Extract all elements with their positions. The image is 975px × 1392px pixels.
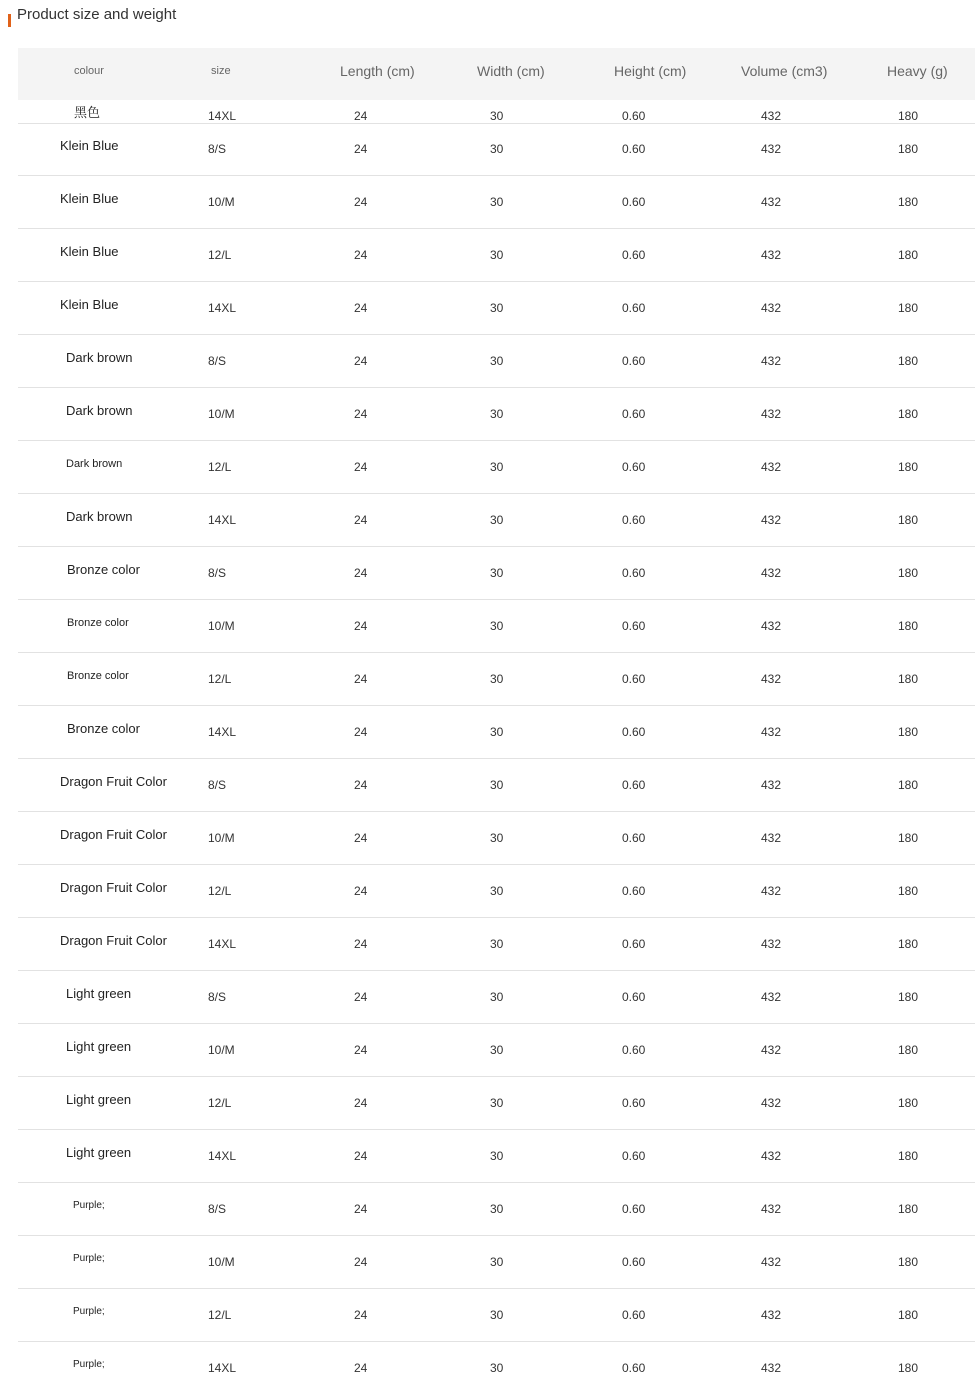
table-row bbox=[18, 918, 975, 971]
table-row bbox=[18, 1236, 975, 1289]
header-size: size bbox=[211, 65, 231, 77]
table-row bbox=[18, 1024, 975, 1077]
cell-colour: Bronze color bbox=[67, 670, 129, 682]
table-row-partial bbox=[18, 100, 975, 124]
cell-volume: 432 bbox=[761, 354, 782, 368]
cell-height: 0.60 bbox=[622, 1308, 646, 1322]
cell-weight: 180 bbox=[898, 1149, 919, 1163]
cell-size: 14XL bbox=[208, 109, 237, 123]
cell-size: 14XL bbox=[208, 301, 237, 315]
cell-weight: 180 bbox=[898, 619, 919, 633]
cell-weight: 180 bbox=[898, 725, 919, 739]
cell-width: 30 bbox=[490, 513, 504, 527]
cell-colour: Bronze color bbox=[67, 617, 129, 629]
cell-weight: 180 bbox=[898, 1308, 919, 1322]
cell-height: 0.60 bbox=[622, 142, 646, 156]
cell-height: 0.60 bbox=[622, 109, 646, 123]
table-row bbox=[18, 176, 975, 229]
cell-size: 12/L bbox=[208, 672, 232, 686]
cell-height: 0.60 bbox=[622, 407, 646, 421]
cell-volume: 432 bbox=[761, 301, 782, 315]
cell-length: 24 bbox=[354, 1255, 368, 1269]
cell-weight: 180 bbox=[898, 354, 919, 368]
cell-volume: 432 bbox=[761, 1255, 782, 1269]
cell-weight: 180 bbox=[898, 884, 919, 898]
cell-width: 30 bbox=[490, 407, 504, 421]
table-row bbox=[18, 1183, 975, 1236]
table-row bbox=[18, 282, 975, 335]
cell-size: 14XL bbox=[208, 1149, 237, 1163]
cell-colour: Purple; bbox=[73, 1359, 105, 1370]
cell-colour: Dark brown bbox=[66, 458, 123, 470]
cell-size: 12/L bbox=[208, 460, 232, 474]
cell-width: 30 bbox=[490, 990, 504, 1004]
cell-volume: 432 bbox=[761, 1149, 782, 1163]
cell-length: 24 bbox=[354, 1149, 368, 1163]
cell-height: 0.60 bbox=[622, 778, 646, 792]
cell-height: 0.60 bbox=[622, 831, 646, 845]
table-header-row bbox=[18, 48, 975, 100]
cell-height: 0.60 bbox=[622, 460, 646, 474]
cell-weight: 180 bbox=[898, 301, 919, 315]
cell-height: 0.60 bbox=[622, 1096, 646, 1110]
cell-height: 0.60 bbox=[622, 1361, 646, 1375]
header-weight: Heavy (g) bbox=[887, 63, 948, 79]
cell-width: 30 bbox=[490, 1361, 504, 1375]
cell-weight: 180 bbox=[898, 778, 919, 792]
cell-volume: 432 bbox=[761, 778, 782, 792]
cell-width: 30 bbox=[490, 1255, 504, 1269]
header-height: Height (cm) bbox=[614, 63, 687, 79]
cell-volume: 432 bbox=[761, 1202, 782, 1216]
cell-height: 0.60 bbox=[622, 725, 646, 739]
cell-width: 30 bbox=[490, 619, 504, 633]
table-body bbox=[18, 123, 975, 1392]
cell-weight: 180 bbox=[898, 1202, 919, 1216]
cell-height: 0.60 bbox=[622, 1043, 646, 1057]
cell-height: 0.60 bbox=[622, 301, 646, 315]
cell-height: 0.60 bbox=[622, 884, 646, 898]
table-row bbox=[18, 759, 975, 812]
cell-colour: Klein Blue bbox=[60, 191, 119, 206]
cell-length: 24 bbox=[354, 619, 368, 633]
cell-volume: 432 bbox=[761, 460, 782, 474]
cell-size: 8/S bbox=[208, 1202, 227, 1216]
cell-size: 14XL bbox=[208, 725, 237, 739]
cell-volume: 432 bbox=[761, 566, 782, 580]
cell-volume: 432 bbox=[761, 248, 782, 262]
cell-weight: 180 bbox=[898, 407, 919, 421]
table-row bbox=[18, 600, 975, 653]
cell-size: 8/S bbox=[208, 354, 227, 368]
cell-volume: 432 bbox=[761, 1096, 782, 1110]
table-row bbox=[18, 441, 975, 494]
cell-size: 10/M bbox=[208, 407, 235, 421]
cell-size: 8/S bbox=[208, 142, 227, 156]
cell-height: 0.60 bbox=[622, 354, 646, 368]
cell-colour: Light green bbox=[66, 1039, 132, 1054]
cell-length: 24 bbox=[354, 725, 368, 739]
cell-colour: Dark brown bbox=[66, 509, 133, 524]
table-row bbox=[18, 865, 975, 918]
cell-width: 30 bbox=[490, 831, 504, 845]
cell-colour: Klein Blue bbox=[60, 297, 119, 312]
cell-weight: 180 bbox=[898, 831, 919, 845]
cell-volume: 432 bbox=[761, 672, 782, 686]
table-row bbox=[18, 1077, 975, 1130]
header-length: Length (cm) bbox=[340, 63, 415, 79]
cell-weight: 180 bbox=[898, 672, 919, 686]
cell-weight: 180 bbox=[898, 195, 919, 209]
cell-colour: Light green bbox=[66, 986, 132, 1001]
cell-colour: Bronze color bbox=[67, 721, 140, 736]
cell-width: 30 bbox=[490, 301, 504, 315]
cell-width: 30 bbox=[490, 884, 504, 898]
table-row bbox=[18, 547, 975, 600]
table-row bbox=[18, 812, 975, 865]
cell-colour: Klein Blue bbox=[60, 244, 119, 259]
cell-length: 24 bbox=[354, 1202, 368, 1216]
table-row bbox=[18, 335, 975, 388]
title-accent-bar bbox=[8, 14, 11, 27]
table-row bbox=[18, 1342, 975, 1392]
cell-weight: 180 bbox=[898, 142, 919, 156]
cell-width: 30 bbox=[490, 195, 504, 209]
cell-width: 30 bbox=[490, 1043, 504, 1057]
cell-width: 30 bbox=[490, 354, 504, 368]
cell-height: 0.60 bbox=[622, 1255, 646, 1269]
cell-weight: 180 bbox=[898, 1361, 919, 1375]
cell-weight: 180 bbox=[898, 1043, 919, 1057]
cell-volume: 432 bbox=[761, 407, 782, 421]
cell-width: 30 bbox=[490, 1096, 504, 1110]
cell-colour: Dark brown bbox=[66, 403, 133, 418]
cell-length: 24 bbox=[354, 566, 368, 580]
cell-width: 30 bbox=[490, 248, 504, 262]
header-volume: Volume (cm3) bbox=[741, 63, 828, 79]
cell-height: 0.60 bbox=[622, 1149, 646, 1163]
cell-colour: Purple; bbox=[73, 1253, 105, 1264]
table-row bbox=[18, 971, 975, 1024]
cell-length: 24 bbox=[354, 1308, 368, 1322]
cell-size: 8/S bbox=[208, 566, 227, 580]
cell-length: 24 bbox=[354, 990, 368, 1004]
cell-volume: 432 bbox=[761, 884, 782, 898]
cell-width: 30 bbox=[490, 460, 504, 474]
cell-length: 24 bbox=[354, 778, 368, 792]
cell-height: 0.60 bbox=[622, 566, 646, 580]
cell-length: 24 bbox=[354, 354, 368, 368]
cell-weight: 180 bbox=[898, 990, 919, 1004]
cell-volume: 432 bbox=[761, 1043, 782, 1057]
cell-width: 30 bbox=[490, 725, 504, 739]
cell-length: 24 bbox=[354, 1361, 368, 1375]
cell-colour: Dragon Fruit Color bbox=[60, 933, 167, 948]
cell-weight: 180 bbox=[898, 1255, 919, 1269]
header-colour: colour bbox=[74, 65, 104, 77]
table-row bbox=[18, 653, 975, 706]
cell-size: 8/S bbox=[208, 990, 227, 1004]
cell-size: 14XL bbox=[208, 513, 237, 527]
cell-volume: 432 bbox=[761, 990, 782, 1004]
cell-length: 24 bbox=[354, 513, 368, 527]
cell-size: 10/M bbox=[208, 831, 235, 845]
cell-weight: 180 bbox=[898, 1096, 919, 1110]
cell-colour: Dragon Fruit Color bbox=[60, 827, 167, 842]
table-row bbox=[18, 706, 975, 759]
cell-volume: 432 bbox=[761, 109, 782, 123]
cell-weight: 180 bbox=[898, 248, 919, 262]
cell-size: 12/L bbox=[208, 884, 232, 898]
cell-volume: 432 bbox=[761, 1361, 782, 1375]
cell-width: 30 bbox=[490, 109, 504, 123]
cell-weight: 180 bbox=[898, 566, 919, 580]
cell-height: 0.60 bbox=[622, 672, 646, 686]
cell-height: 0.60 bbox=[622, 990, 646, 1004]
cell-colour: Light green bbox=[66, 1092, 132, 1107]
cell-size: 8/S bbox=[208, 778, 227, 792]
cell-length: 24 bbox=[354, 460, 368, 474]
cell-colour: Purple; bbox=[73, 1200, 105, 1211]
cell-height: 0.60 bbox=[622, 1202, 646, 1216]
cell-volume: 432 bbox=[761, 195, 782, 209]
cell-length: 24 bbox=[354, 301, 368, 315]
cell-colour: Light green bbox=[66, 1145, 132, 1160]
cell-length: 24 bbox=[354, 831, 368, 845]
table-row bbox=[18, 1130, 975, 1183]
cell-weight: 180 bbox=[898, 513, 919, 527]
cell-length: 24 bbox=[354, 1096, 368, 1110]
size-weight-table bbox=[18, 48, 975, 1392]
cell-volume: 432 bbox=[761, 513, 782, 527]
cell-width: 30 bbox=[490, 566, 504, 580]
cell-length: 24 bbox=[354, 109, 368, 123]
cell-height: 0.60 bbox=[622, 248, 646, 262]
table-row bbox=[18, 123, 975, 176]
cell-volume: 432 bbox=[761, 937, 782, 951]
table-row bbox=[18, 229, 975, 282]
cell-width: 30 bbox=[490, 1308, 504, 1322]
cell-volume: 432 bbox=[761, 142, 782, 156]
cell-size: 10/M bbox=[208, 619, 235, 633]
cell-length: 24 bbox=[354, 407, 368, 421]
table-row bbox=[18, 388, 975, 441]
cell-width: 30 bbox=[490, 1149, 504, 1163]
cell-weight: 180 bbox=[898, 109, 919, 123]
cell-colour: Dark brown bbox=[66, 350, 133, 365]
cell-width: 30 bbox=[490, 1202, 504, 1216]
cell-width: 30 bbox=[490, 778, 504, 792]
cell-colour: Dragon Fruit Color bbox=[60, 880, 167, 895]
cell-colour: Bronze color bbox=[67, 562, 140, 577]
cell-size: 12/L bbox=[208, 1096, 232, 1110]
cell-height: 0.60 bbox=[622, 513, 646, 527]
cell-size: 10/M bbox=[208, 195, 235, 209]
cell-height: 0.60 bbox=[622, 937, 646, 951]
cell-length: 24 bbox=[354, 248, 368, 262]
cell-colour: Klein Blue bbox=[60, 138, 119, 153]
cell-height: 0.60 bbox=[622, 195, 646, 209]
cell-length: 24 bbox=[354, 672, 368, 686]
cell-size: 10/M bbox=[208, 1255, 235, 1269]
cell-size: 12/L bbox=[208, 248, 232, 262]
cell-width: 30 bbox=[490, 937, 504, 951]
cell-volume: 432 bbox=[761, 725, 782, 739]
cell-size: 10/M bbox=[208, 1043, 235, 1057]
cell-size: 14XL bbox=[208, 1361, 237, 1375]
table-row bbox=[18, 494, 975, 547]
cell-width: 30 bbox=[490, 672, 504, 686]
table-row bbox=[18, 1289, 975, 1342]
cell-size: 14XL bbox=[208, 937, 237, 951]
section-title: Product size and weight bbox=[17, 6, 177, 23]
cell-volume: 432 bbox=[761, 1308, 782, 1322]
cell-length: 24 bbox=[354, 195, 368, 209]
cell-colour: Purple; bbox=[73, 1306, 105, 1317]
cell-length: 24 bbox=[354, 884, 368, 898]
cell-width: 30 bbox=[490, 142, 504, 156]
cell-colour: Dragon Fruit Color bbox=[60, 774, 167, 789]
cell-length: 24 bbox=[354, 142, 368, 156]
cell-weight: 180 bbox=[898, 460, 919, 474]
cell-height: 0.60 bbox=[622, 619, 646, 633]
section-header bbox=[0, 0, 975, 36]
cell-size: 12/L bbox=[208, 1308, 232, 1322]
cell-weight: 180 bbox=[898, 937, 919, 951]
cell-length: 24 bbox=[354, 937, 368, 951]
header-width: Width (cm) bbox=[477, 63, 545, 79]
cell-volume: 432 bbox=[761, 831, 782, 845]
cell-volume: 432 bbox=[761, 619, 782, 633]
cell-length: 24 bbox=[354, 1043, 368, 1057]
cell-colour: 黑色 bbox=[74, 105, 101, 120]
